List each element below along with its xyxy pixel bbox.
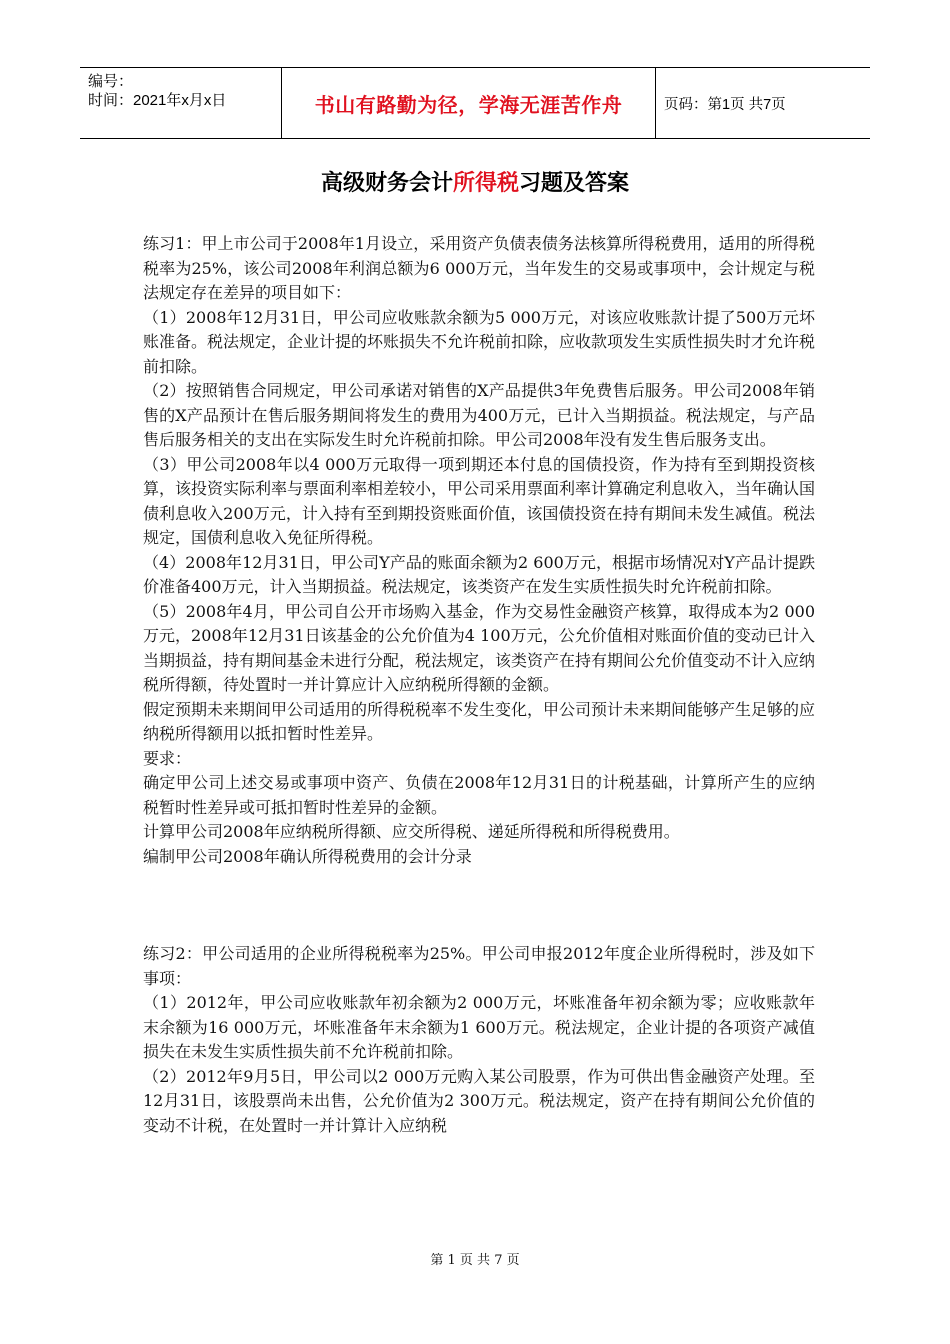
- exercise-1: [143, 232, 815, 869]
- header-meta: [80, 68, 282, 138]
- section-gap: [143, 869, 815, 942]
- page-footer: 第 1 页 共 7 页: [430, 1253, 520, 1268]
- paragraph: （4）2008年12月31日，甲公司Y产品的账面余额为2 600万元，根据市场情况对Y产品计提跌价准备400万元，计入当期损益。税法规定，该类资产在发生实质性损失时允许税前扣除。: [143, 552, 815, 596]
- paragraph: 要求：: [143, 748, 192, 768]
- paragraph: 编制甲公司2008年确认所得税费用的会计分录: [143, 846, 472, 866]
- paragraph: （1）2008年12月31日，甲公司应收账款余额为5 000万元，对该应收账款计提了500万元坏账准备。税法规定，企业计提的坏账损失不允许税前扣除，应收款项发生实质性损失时才允许税前扣除。: [143, 307, 816, 376]
- paragraph: （2）2012年9月5日，甲公司以2 000万元购入某公司股票，作为可供出售金融资产处理。至12月31日，该股票尚未出售，公允价值为2 300万元。税法规定，资产在持有期间公允价值的变动不计税，在处置时一并计算计入应纳税: [143, 1066, 815, 1135]
- paragraph: （1）2012年，甲公司应收账款年初余额为2 000万元，坏账准备年初余额为零；应收账款年末余额为16 000万元，坏账准备年末余额为1 600万元。税法规定，企业计提的各项资产减值损失在未发生实质性损失前不允许税前扣除。: [143, 993, 815, 1061]
- paragraph: 计算甲公司2008年应纳税所得额、应交所得税、递延所得税和所得税费用。: [143, 822, 680, 841]
- title-part3: 习题及答案: [519, 171, 630, 196]
- paragraph: （5）2008年4月，甲公司自公开市场购入基金，作为交易性金融资产核算，取得成本为2 000万元，2008年12月31日该基金的公允价值为4 100万元，公允价值相对账面价值的变动已计入当期损益，持有期间基金未进行分配，税法规定，该类资产在持有期间公允价值变动不计入应纳税所得额，待处置时一并计算应计入应纳税所得额的金额。: [143, 601, 816, 694]
- header-motto: 书山有路勤为径，学海无涯苦作舟: [314, 92, 623, 117]
- document-time: 时间：2021年x月x日: [88, 92, 227, 109]
- exercise-2: [143, 942, 815, 1138]
- paragraph: 练习1：甲上市公司于2008年1月设立，采用资产负债表债务法核算所得税费用，适用的所得税税率为25%，该公司2008年利润总额为6 000万元，当年发生的交易或事项中，会计规定与税法规定存在差异的项目如下：: [143, 234, 815, 302]
- document-number: 编号：: [88, 73, 134, 90]
- paragraph: （2）按照销售合同规定，甲公司承诺对销售的X产品提供3年免费售后服务。甲公司2008年销售的X产品预计在售后服务期间将发生的费用为400万元，已计入当期损益。税法规定，与产品售后服务相关的支出在实际发生时允许税前扣除。甲公司2008年没有发生售后服务支出。: [143, 381, 815, 449]
- document-title: [0, 166, 950, 197]
- paragraph: 确定甲公司上述交易或事项中资产、负债在2008年12月31日的计税基础，计算所产生的应纳税暂时性差异或可抵扣暂时性差异的金额。: [143, 773, 815, 817]
- page-header: [80, 67, 870, 139]
- title-highlight: 所得税: [452, 171, 519, 196]
- paragraph: 练习2：甲公司适用的企业所得税税率为25%。甲公司申报2012年度企业所得税时，涉及如下事项：: [143, 944, 815, 988]
- document-body: [143, 232, 815, 1138]
- header-page-info: 页码：第1页 共7页: [664, 96, 786, 113]
- header-motto-cell: [282, 68, 656, 138]
- paragraph: 假定预期未来期间甲公司适用的所得税税率不发生变化，甲公司预计未来期间能够产生足够的应纳税所得额用以抵扣暂时性差异。: [143, 699, 816, 743]
- paragraph: （3）甲公司2008年以4 000万元取得一项到期还本付息的国债投资，作为持有至到期投资核算，该投资实际利率与票面利率相差较小，甲公司采用票面利率计算确定利息收入，当年确认国债利息收入200万元，计入持有至到期投资账面价值，该国债投资在持有期间未发生减值。税法规定，国债利息收入免征所得税。: [143, 454, 816, 547]
- title-part1: 高级财务会计: [320, 171, 453, 196]
